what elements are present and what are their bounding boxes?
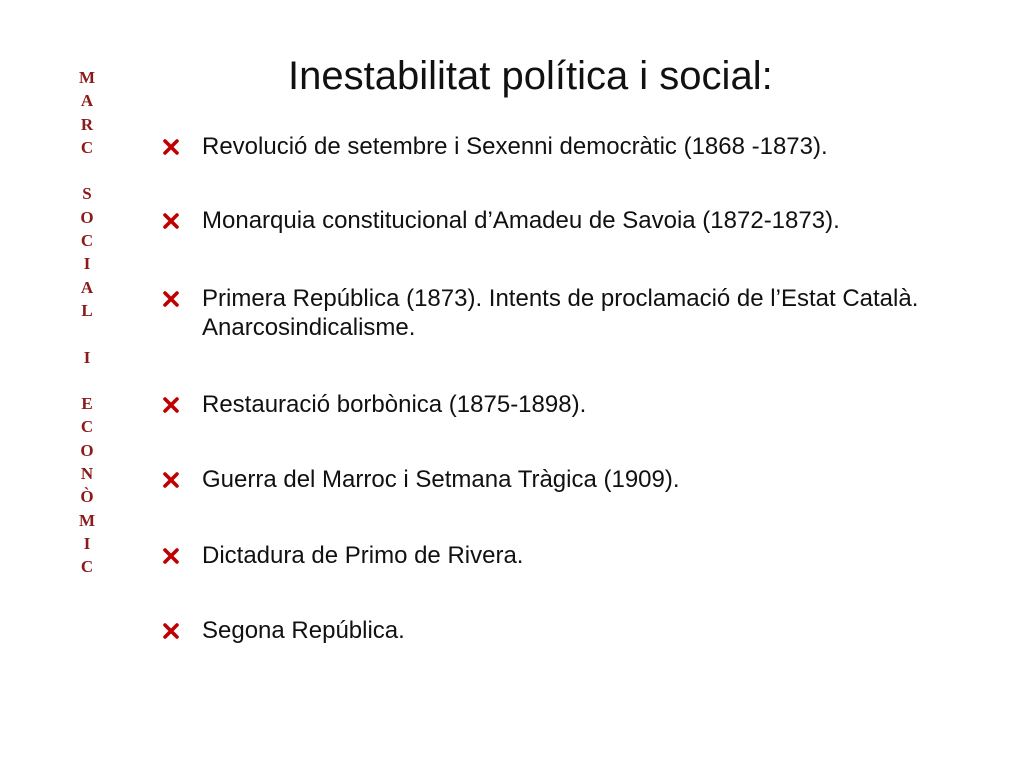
cross-mark-icon: [162, 390, 202, 420]
bullet-text: Dictadura de Primo de Rivera.: [202, 542, 524, 569]
side-label-letter: R: [80, 114, 94, 134]
side-label-letter: Ò: [80, 487, 94, 507]
cross-mark-icon: [162, 616, 202, 646]
side-label-letter: C: [80, 231, 94, 251]
side-label-letter: O: [80, 440, 94, 460]
bullet-text: Revolució de setembre i Sexenni democràtic (1868 -1873).: [202, 133, 828, 160]
side-label-letter: C: [80, 557, 94, 577]
side-label-letter: C: [80, 417, 94, 437]
side-label-letter: I: [83, 254, 91, 274]
bullet-item: [162, 541, 962, 571]
vertical-side-label: [72, 66, 102, 579]
bullet-text: Primera República (1873). Intents de proclamació de l’Estat Català. Anarcosindicalisme.: [202, 285, 919, 341]
slide-title: Inestabilitat política i social:: [288, 54, 773, 98]
bullet-item: [162, 465, 962, 495]
cross-mark-icon: [162, 132, 202, 162]
side-label-letter: E: [81, 394, 93, 414]
cross-mark-icon: [162, 284, 202, 314]
side-label-letter: M: [78, 510, 96, 530]
side-label-letter: I: [83, 347, 91, 367]
bullet-item: [162, 132, 962, 162]
side-label-letter: I: [83, 533, 91, 553]
side-label-letter: C: [80, 137, 94, 157]
bullet-item: [162, 206, 962, 236]
bullet-text: Segona República.: [202, 617, 405, 644]
bullet-text: Guerra del Marroc i Setmana Tràgica (1909).: [202, 466, 680, 493]
side-label-letter: O: [80, 207, 94, 227]
side-label-letter: S: [82, 184, 92, 204]
side-label-letter: A: [80, 277, 94, 297]
side-label-letter: N: [80, 464, 94, 484]
bullet-item: [162, 616, 962, 646]
bullet-item: [162, 284, 962, 342]
bullet-item: [162, 390, 962, 420]
bullet-text: Monarquia constitucional d’Amadeu de Savoia (1872-1873).: [202, 207, 840, 234]
bullet-text: Restauració borbònica (1875-1898).: [202, 391, 587, 418]
cross-mark-icon: [162, 541, 202, 571]
cross-mark-icon: [162, 465, 202, 495]
side-label-letter: M: [78, 68, 96, 87]
side-label-letter: L: [81, 300, 93, 320]
cross-mark-icon: [162, 206, 202, 236]
side-label-letter: A: [80, 91, 94, 111]
